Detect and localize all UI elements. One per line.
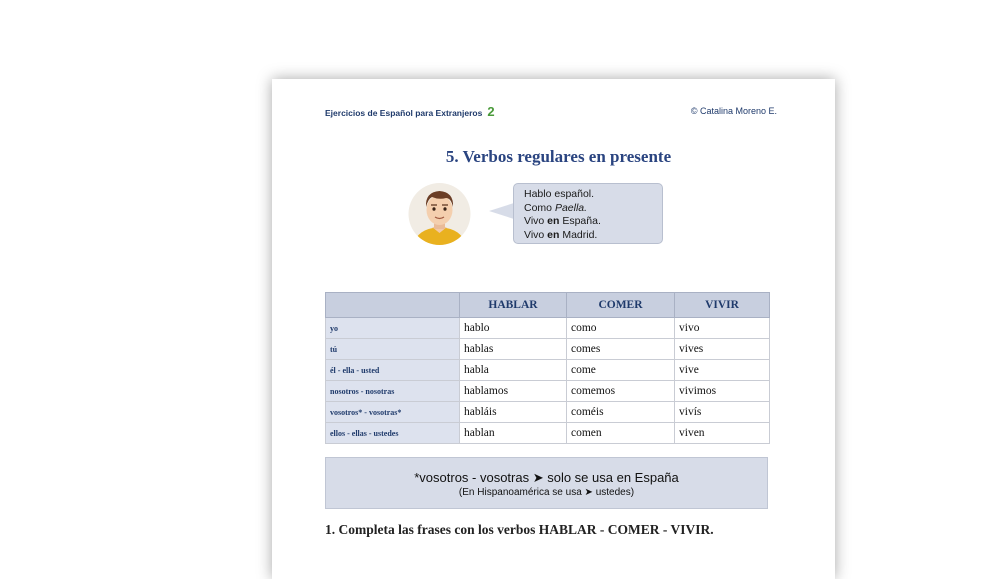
table-row xyxy=(326,402,770,423)
bubble-line-4 xyxy=(524,229,652,243)
speech-bubble-tail xyxy=(489,203,514,219)
bubble-line-3-suffix: España. xyxy=(559,215,601,227)
page-title: 5. Verbos regulares en presente xyxy=(445,147,672,166)
conjugation-table xyxy=(325,292,770,444)
comer-cell: comes xyxy=(567,339,675,360)
pronoun-cell: él - ella - usted xyxy=(326,360,460,381)
comer-cell: como xyxy=(567,318,675,339)
pronoun-cell: nosotros - nosotras xyxy=(326,381,460,402)
note-line-2: (En Hispanoamérica se usa ➤ ustedes) xyxy=(458,487,635,498)
table-header-row xyxy=(326,293,770,318)
bubble-line-2 xyxy=(524,202,652,216)
bubble-line-4-prefix: Vivo xyxy=(524,228,548,241)
vivir-cell: viven xyxy=(675,423,770,444)
bubble-line-2-italic: Paella. xyxy=(554,201,588,214)
table-row xyxy=(326,339,770,360)
note-line-1: *vosotros - vosotras ➤ solo se usa en España xyxy=(414,470,679,485)
pronoun-cell: yo xyxy=(326,318,460,339)
vivir-cell: vivo xyxy=(675,318,770,339)
comer-cell: coméis xyxy=(567,402,675,423)
vivir-cell: vivís xyxy=(675,402,770,423)
bubble-line-1: Hablo español. xyxy=(524,188,595,200)
bubble-line-3-bold: en xyxy=(547,215,560,227)
hablar-cell: habla xyxy=(460,360,567,381)
table-row xyxy=(326,318,770,339)
hablar-cell: habláis xyxy=(460,402,567,423)
table-row xyxy=(326,381,770,402)
vivir-cell: vives xyxy=(675,339,770,360)
speech-bubble xyxy=(513,183,663,244)
hablar-cell: hablas xyxy=(460,339,567,360)
pronoun-cell: vosotros* - vosotras* xyxy=(326,402,460,423)
hablar-cell: hablamos xyxy=(460,381,567,402)
worksheet-page xyxy=(272,79,835,579)
bubble-line-3 xyxy=(524,215,652,229)
bubble-line-3-prefix: Vivo xyxy=(524,215,548,227)
bubble-line-2-prefix: Como xyxy=(524,201,555,214)
column-header-comer: COMER xyxy=(567,293,675,318)
hablar-cell: hablo xyxy=(460,318,567,339)
bubble-line-4-bold: en xyxy=(547,228,560,241)
vosotros-note-box xyxy=(325,457,768,509)
exercise-instruction: 1. Completa las frases con los verbos HABLAR - COMER - VIVIR. xyxy=(325,522,714,537)
header-book-number: 2 xyxy=(487,104,495,119)
header-book-title-text: Ejercicios de Español para Extranjeros xyxy=(325,108,483,118)
table-row xyxy=(326,423,770,444)
man-avatar-icon xyxy=(406,183,473,245)
hablar-cell: hablan xyxy=(460,423,567,444)
header-book-title xyxy=(325,104,495,119)
comer-cell: come xyxy=(567,360,675,381)
column-header-hablar: HABLAR xyxy=(460,293,567,318)
pronoun-cell: tú xyxy=(326,339,460,360)
vivir-cell: vive xyxy=(675,360,770,381)
bubble-line-4-suffix: Madrid. xyxy=(559,228,598,241)
pronoun-cell: ellos - ellas - ustedes xyxy=(326,423,460,444)
column-header-vivir: VIVIR xyxy=(675,293,770,318)
table-row xyxy=(326,360,770,381)
column-header-pronoun xyxy=(326,293,460,318)
vivir-cell: vivimos xyxy=(675,381,770,402)
header-copyright: © Catalina Moreno E. xyxy=(690,106,777,116)
comer-cell: comen xyxy=(567,423,675,444)
comer-cell: comemos xyxy=(567,381,675,402)
